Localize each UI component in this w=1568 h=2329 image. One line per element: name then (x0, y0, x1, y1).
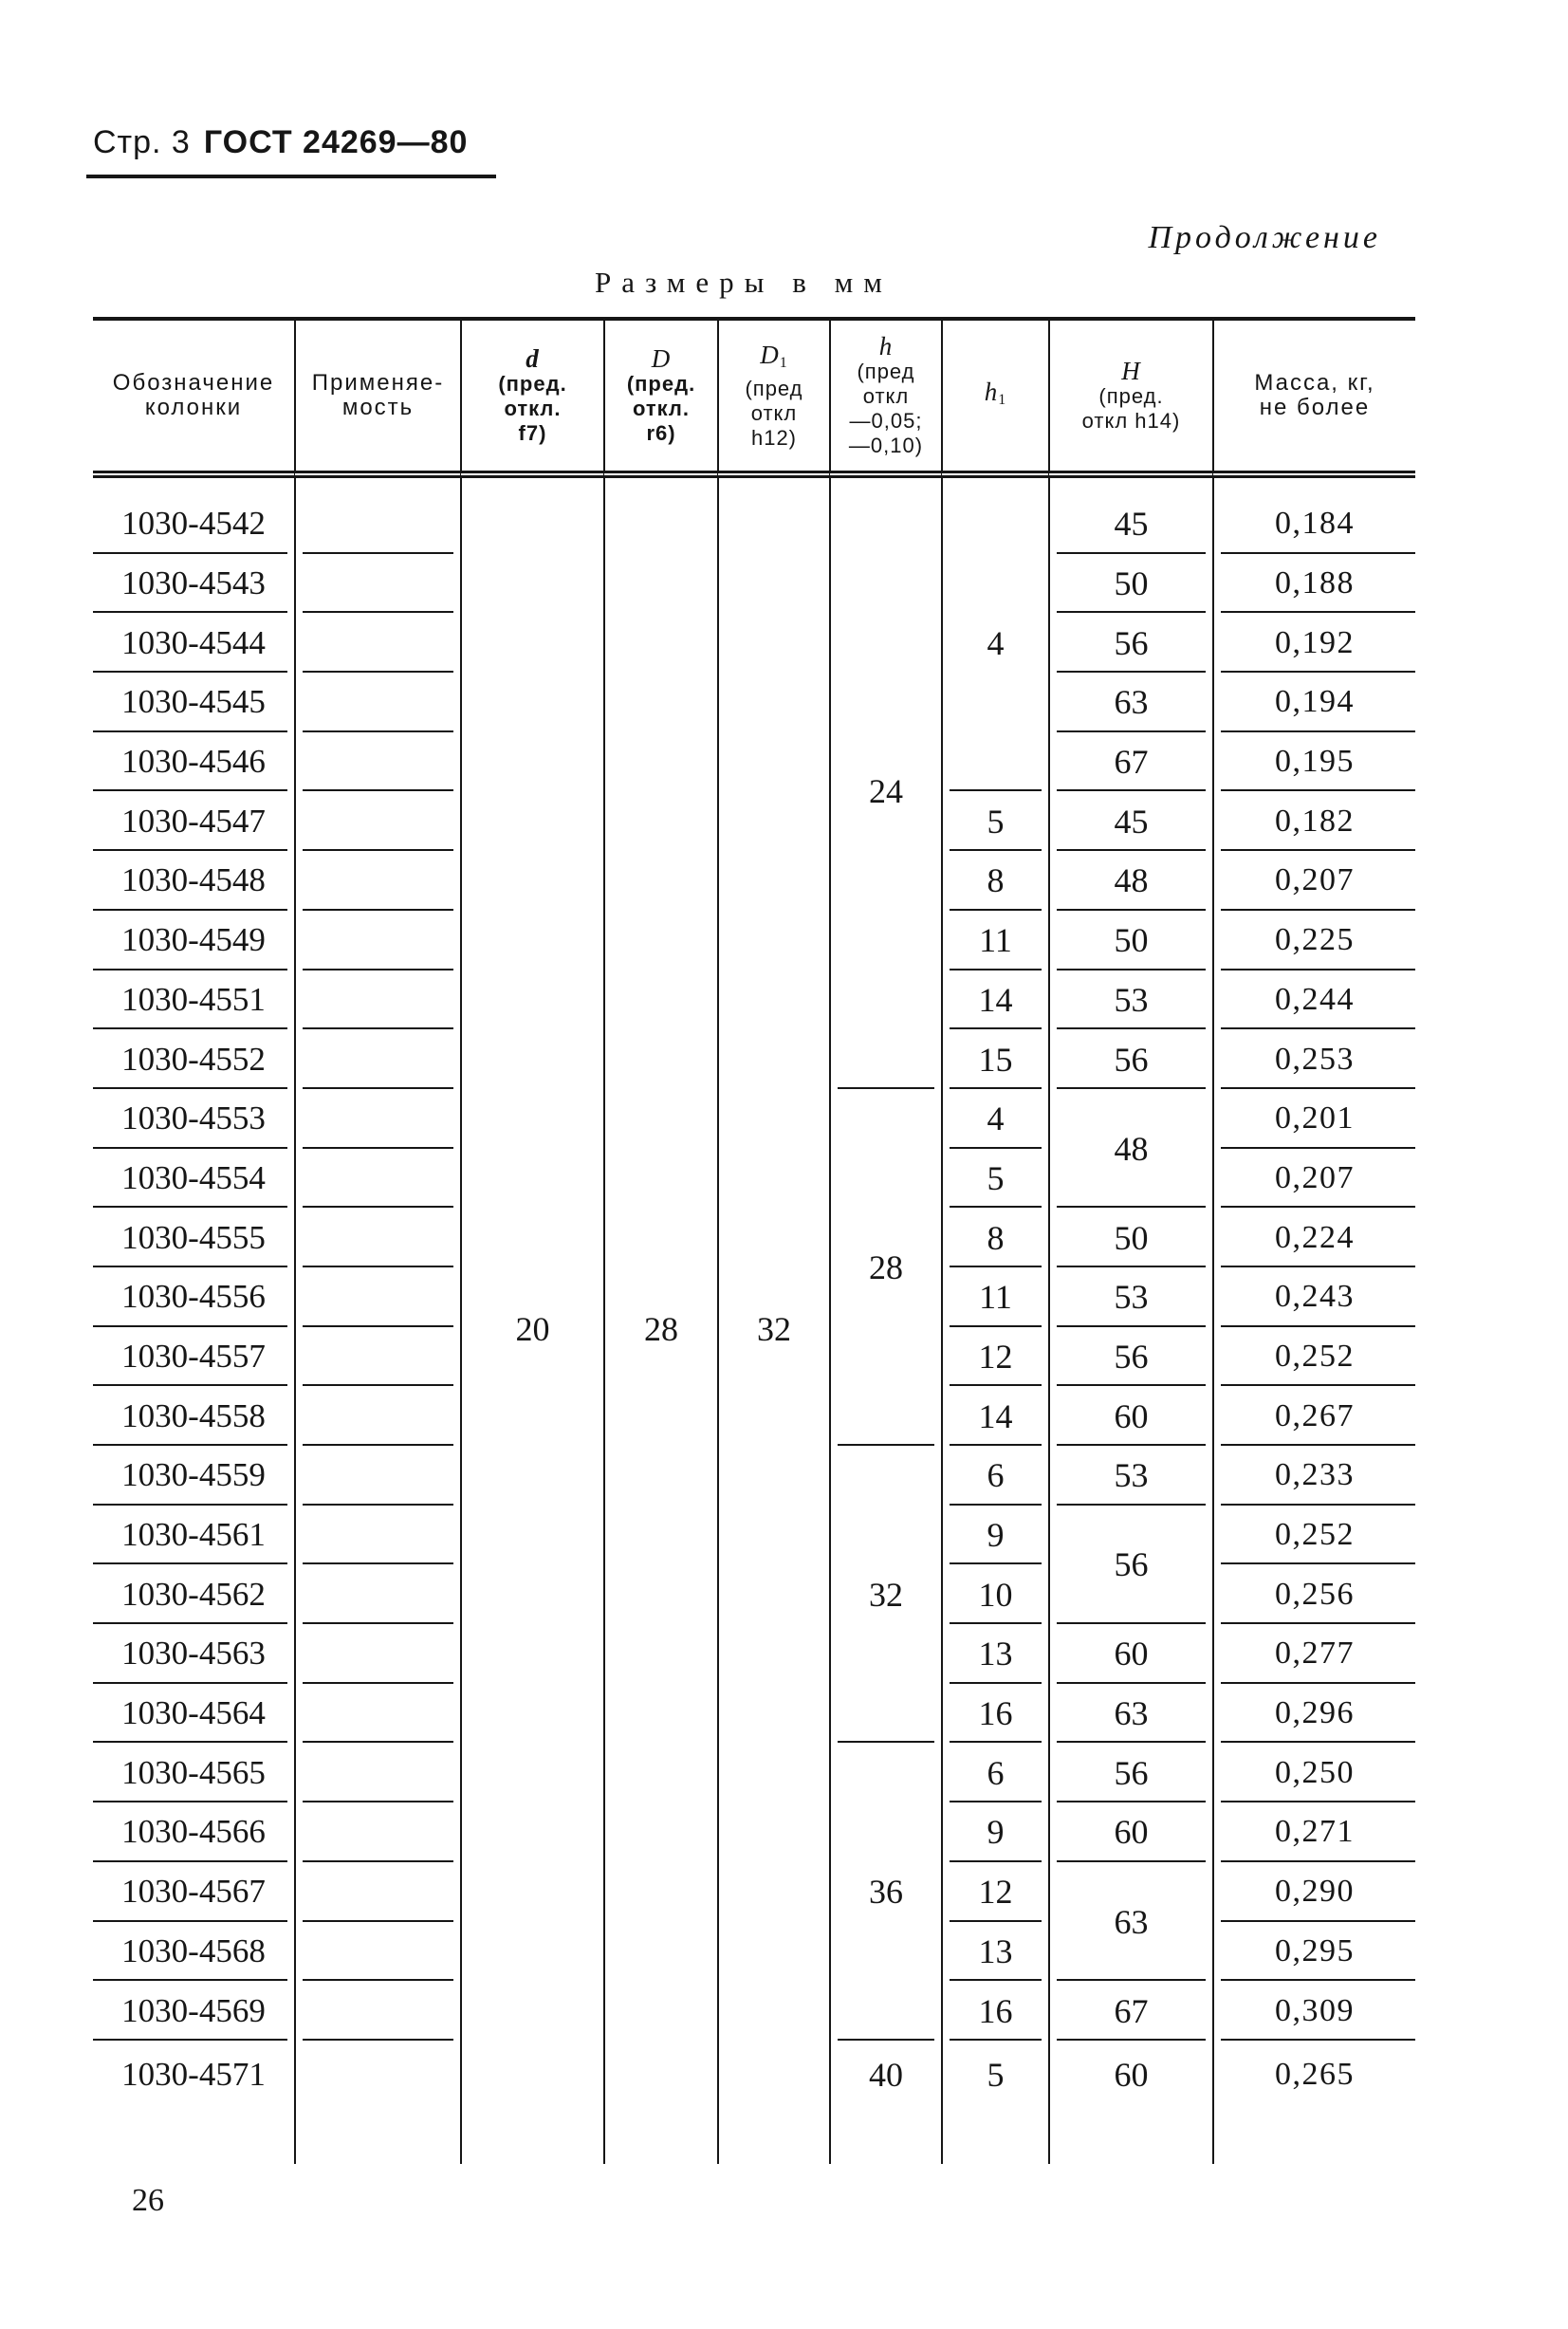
designation-cell: 1030-4544 (93, 613, 294, 673)
applicability-cell (294, 494, 460, 554)
designation-cell: 1030-4562 (93, 1564, 294, 1624)
mass-cell: 0,290 (1212, 1862, 1415, 1922)
d1-symbol-subscript: 1 (779, 354, 788, 371)
applicability-cell (294, 673, 460, 732)
col-h-upper-cell: 60 (1048, 1624, 1212, 1684)
col-h-upper-cell: 60 (1048, 2041, 1212, 2164)
designation-cell: 1030-4558 (93, 1386, 294, 1446)
col-h1-cell: 5 (941, 791, 1048, 851)
applicability-cell (294, 1267, 460, 1327)
col-h1-cell: 5 (941, 2041, 1048, 2164)
col-h-upper-cell: 60 (1048, 1802, 1212, 1862)
applicability-cell (294, 554, 460, 614)
col-h-upper-cell: 53 (1048, 1446, 1212, 1506)
d-upper-tolerance-note: (пред. откл. r6) (626, 372, 696, 445)
mass-cell: 0,271 (1212, 1802, 1415, 1862)
spacer-cell (941, 478, 1048, 494)
col-d-cell: 20 (460, 494, 603, 2164)
col-h-upper-cell: 48 (1048, 1089, 1212, 1208)
d1-symbol (721, 342, 827, 377)
col-h1-cell: 8 (941, 851, 1048, 911)
dimensions-table (93, 317, 1415, 2164)
applicability-cell (294, 851, 460, 911)
applicability-cell (294, 1386, 460, 1446)
designation-cell: 1030-4556 (93, 1267, 294, 1327)
col-h-upper-cell: 63 (1048, 673, 1212, 732)
applicability-cell (294, 613, 460, 673)
designation-cell: 1030-4551 (93, 970, 294, 1030)
designation-cell: 1030-4561 (93, 1506, 294, 1565)
d1-tolerance-note: (пред откл h12) (745, 376, 803, 450)
applicability-cell (294, 1922, 460, 1982)
designation-cell: 1030-4548 (93, 851, 294, 911)
h-tolerance-note: (пред откл —0,05; —0,10) (848, 360, 924, 457)
designation-cell: 1030-4553 (93, 1089, 294, 1149)
mass-cell: 0,224 (1212, 1208, 1415, 1267)
mass-cell: 0,194 (1212, 673, 1415, 732)
col-h-upper-cell: 53 (1048, 970, 1212, 1030)
col-header-d1 (717, 321, 829, 478)
d-tolerance-note: (пред. откл. f7) (498, 372, 567, 445)
applicability-cell (294, 1684, 460, 1744)
col-header-applicability (294, 321, 460, 478)
d-upper-symbol (607, 345, 715, 372)
mass-cell: 0,233 (1212, 1446, 1415, 1506)
table-spacer-row (93, 478, 1415, 494)
col-h-upper-cell: 63 (1048, 1862, 1212, 1981)
col-h1-cell: 4 (941, 1089, 1048, 1149)
col-h-upper-cell: 45 (1048, 791, 1212, 851)
applicability-cell (294, 2041, 460, 2164)
mass-cell: 0,309 (1212, 1981, 1415, 2041)
designation-cell: 1030-4552 (93, 1029, 294, 1089)
applicability-cell (294, 970, 460, 1030)
col-h1-cell: 9 (941, 1506, 1048, 1565)
applicability-cell (294, 1564, 460, 1624)
continuation-label: Продолжение (1148, 220, 1381, 255)
col-h1-cell: 12 (941, 1862, 1048, 1922)
table-row (93, 494, 1415, 554)
applicability-cell (294, 1208, 460, 1267)
applicability-header-label: Применяе- мость (311, 370, 445, 420)
col-h1-cell: 16 (941, 1981, 1048, 2041)
h-upper-tolerance-note: (пред. откл h14) (1081, 384, 1181, 433)
col-h-upper-cell: 67 (1048, 1981, 1212, 2041)
h-upper-symbol (1052, 358, 1210, 384)
col-h1-cell: 9 (941, 1802, 1048, 1862)
col-h-upper-cell: 67 (1048, 732, 1212, 792)
col-h1-cell: 14 (941, 1386, 1048, 1446)
spacer-cell (717, 478, 829, 494)
col-h1-cell: 14 (941, 970, 1048, 1030)
spacer-cell (603, 478, 717, 494)
designation-cell: 1030-4557 (93, 1327, 294, 1387)
spacer-cell (1048, 478, 1212, 494)
h-symbol (833, 333, 939, 360)
mass-cell: 0,244 (1212, 970, 1415, 1030)
col-header-h1 (941, 321, 1048, 478)
mass-header-label: Масса, кг, не более (1254, 370, 1375, 420)
table-body (93, 478, 1415, 2164)
mass-cell: 0,265 (1212, 2041, 1415, 2164)
col-h-upper-cell: 56 (1048, 613, 1212, 673)
mass-cell: 0,192 (1212, 613, 1415, 673)
d-symbol (464, 345, 601, 372)
col-h-upper-cell: 50 (1048, 1208, 1212, 1267)
spacer-cell (93, 478, 294, 494)
h1-symbol-text: h (984, 377, 999, 406)
col-h1-cell: 15 (941, 1029, 1048, 1089)
col-h1-cell: 8 (941, 1208, 1048, 1267)
designation-cell: 1030-4546 (93, 732, 294, 792)
page-number: 26 (132, 2183, 164, 2218)
col-h-upper-cell: 45 (1048, 494, 1212, 554)
designation-cell: 1030-4559 (93, 1446, 294, 1506)
h-upper-symbol-text: H (1121, 357, 1141, 385)
mass-cell: 0,201 (1212, 1089, 1415, 1149)
table-header-row (93, 321, 1415, 478)
col-header-mass (1212, 321, 1415, 478)
col-h1-cell: 11 (941, 911, 1048, 970)
col-header-h (829, 321, 941, 478)
header-rule (86, 175, 496, 178)
designation-cell: 1030-4571 (121, 2055, 266, 2093)
col-h-upper-cell: 56 (1048, 1506, 1212, 1624)
designation-cell: 1030-4563 (93, 1624, 294, 1684)
col-h-cell: 24 (829, 494, 941, 1089)
col-h1-cell: 10 (941, 1564, 1048, 1624)
applicability-cell (294, 1802, 460, 1862)
spacer-cell (829, 478, 941, 494)
mass-cell: 0,225 (1212, 911, 1415, 970)
spacer-cell (294, 478, 460, 494)
designation-header-label: Обозначение колонки (112, 370, 275, 420)
applicability-cell (294, 1149, 460, 1209)
col-h1-cell: 13 (941, 1624, 1048, 1684)
col-h-upper-cell: 63 (1048, 1684, 1212, 1744)
col-header-designation (93, 321, 294, 478)
col-header-h-upper (1048, 321, 1212, 478)
mass-cell: 0,252 (1212, 1327, 1415, 1387)
page-reference: Стр. 3 (93, 124, 191, 160)
designation-cell: 1030-4566 (93, 1802, 294, 1862)
designation-cell: 1030-4555 (93, 1208, 294, 1267)
applicability-cell (294, 1446, 460, 1506)
spacer-cell (1212, 478, 1415, 494)
mass-cell: 0,252 (1212, 1506, 1415, 1565)
col-h1-cell: 5 (941, 1149, 1048, 1209)
col-h1-cell: 16 (941, 1684, 1048, 1744)
col-h-upper-cell: 50 (1048, 554, 1212, 614)
applicability-cell (294, 1089, 460, 1149)
col-d-upper-cell: 28 (603, 494, 717, 2164)
applicability-cell (294, 1506, 460, 1565)
designation-cell: 1030-4545 (93, 673, 294, 732)
mass-cell: 0,296 (1212, 1684, 1415, 1744)
col-h1-cell: 6 (941, 1743, 1048, 1802)
d-symbol-text: d (526, 344, 540, 373)
col-h-cell: 32 (829, 1446, 941, 1743)
designation-cell: 1030-4547 (93, 791, 294, 851)
col-h-cell: 36 (829, 1743, 941, 2040)
page-header (93, 123, 468, 161)
col-h-upper-cell: 53 (1048, 1267, 1212, 1327)
designation-cell: 1030-4567 (93, 1862, 294, 1922)
designation-cell: 1030-4542 (93, 494, 294, 554)
mass-cell: 0,250 (1212, 1743, 1415, 1802)
mass-cell: 0,195 (1212, 732, 1415, 792)
applicability-cell (294, 1029, 460, 1089)
designation-cell: 1030-4543 (93, 554, 294, 614)
mass-cell: 0,182 (1212, 791, 1415, 851)
col-h1-cell: 4 (941, 494, 1048, 791)
col-h1-cell: 12 (941, 1327, 1048, 1387)
d-upper-symbol-text: D (651, 344, 672, 373)
mass-cell: 0,253 (1212, 1029, 1415, 1089)
applicability-cell (294, 1743, 460, 1802)
mass-cell: 0,188 (1212, 554, 1415, 614)
d1-symbol-text: D (760, 340, 780, 369)
col-h-cell: 40 (829, 2041, 941, 2164)
mass-cell: 0,207 (1212, 1149, 1415, 1209)
designation-cell: 1030-4569 (93, 1981, 294, 2041)
mass-cell: 0,295 (1212, 1922, 1415, 1982)
col-h-upper-cell: 60 (1048, 1386, 1212, 1446)
h1-symbol-subscript: 1 (998, 391, 1007, 408)
designation-cell: 1030-4568 (93, 1922, 294, 1982)
h-symbol-text: h (878, 332, 894, 360)
designation-cell: 1030-4564 (93, 1684, 294, 1744)
units-caption: Размеры в мм (595, 266, 893, 299)
col-header-d-upper (603, 321, 717, 478)
applicability-cell (294, 791, 460, 851)
mass-cell: 0,184 (1212, 494, 1415, 554)
col-h1-cell: 6 (941, 1446, 1048, 1506)
col-h-cell: 28 (829, 1089, 941, 1446)
col-d1-cell: 32 (717, 494, 829, 2164)
col-header-d (460, 321, 603, 478)
col-h-upper-cell: 56 (1048, 1743, 1212, 1802)
applicability-cell (294, 1624, 460, 1684)
applicability-cell (294, 1981, 460, 2041)
applicability-cell (294, 1862, 460, 1922)
spacer-cell (460, 478, 603, 494)
designation-cell: 1030-4565 (93, 1743, 294, 1802)
mass-cell: 0,256 (1212, 1564, 1415, 1624)
applicability-cell (294, 1327, 460, 1387)
mass-cell: 0,207 (1212, 851, 1415, 911)
col-h1-cell: 11 (941, 1267, 1048, 1327)
applicability-cell (294, 732, 460, 792)
mass-cell: 0,243 (1212, 1267, 1415, 1327)
col-h-upper-cell: 48 (1048, 851, 1212, 911)
designation-cell: 1030-4554 (93, 1149, 294, 1209)
col-h-upper-cell: 50 (1048, 911, 1212, 970)
designation-cell: 1030-4549 (93, 911, 294, 970)
mass-cell: 0,267 (1212, 1386, 1415, 1446)
col-h-upper-cell: 56 (1048, 1029, 1212, 1089)
h1-symbol (945, 379, 1046, 414)
col-h-upper-cell: 56 (1048, 1327, 1212, 1387)
applicability-cell (294, 911, 460, 970)
col-h1-cell: 13 (941, 1922, 1048, 1982)
mass-cell: 0,277 (1212, 1624, 1415, 1684)
standard-number: ГОСТ 24269—80 (203, 124, 469, 160)
